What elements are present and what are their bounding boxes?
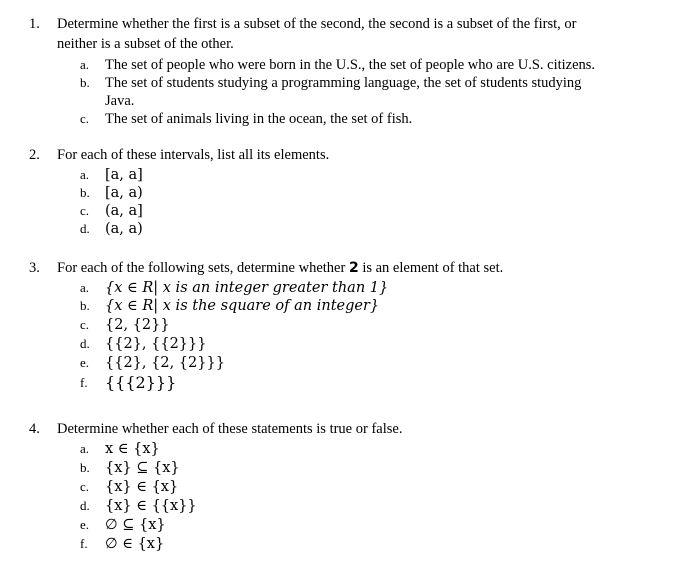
sub-item-label: b.: [80, 185, 90, 200]
math-expression: {x ∈ R| x is an integer greater than 1}: [105, 280, 389, 296]
sub-item-label: a.: [80, 280, 90, 295]
math-expression: {x} ∈ {x}: [105, 479, 179, 495]
sub-item-text: The set of students studying a programming language, the set of students studying: [105, 75, 582, 91]
question-number: 2.: [29, 147, 40, 163]
math-expression: {{{2}}}: [105, 373, 177, 392]
sub-item-label: b.: [80, 460, 90, 475]
sub-item-label: c.: [80, 203, 90, 218]
sub-item-label: b.: [80, 75, 90, 90]
sub-item-label: e.: [80, 355, 90, 370]
math-expression: {x} ⊆ {x}: [105, 460, 180, 476]
sub-item-label: e.: [80, 517, 90, 532]
sub-item-label: c.: [80, 479, 90, 494]
question-text-line2: neither is a subset of the other.: [57, 36, 234, 52]
sub-item-label: d.: [80, 336, 90, 351]
math-expression: [a, a]: [105, 167, 143, 183]
sub-item-text-cont: Java.: [105, 93, 135, 109]
sub-item-label: f.: [80, 375, 88, 390]
math-expression: {2, {2}}: [105, 317, 170, 333]
math-expression: {x} ∈ {{x}}: [105, 498, 197, 514]
math-expression: (a, a): [105, 221, 143, 237]
sub-item-label: c.: [80, 317, 90, 332]
math-expression: ∅ ⊆ {x}: [105, 517, 166, 533]
element-value: 2: [348, 260, 359, 276]
question-text-line1: Determine whether the first is a subset of the second, the second is a subset of the first, or: [57, 16, 577, 32]
sub-item-label: d.: [80, 221, 90, 236]
sub-item-label: d.: [80, 498, 90, 513]
math-expression: x ∈ {x}: [105, 441, 160, 457]
question-number: 3.: [29, 260, 40, 276]
question-text: Determine whether each of these statements is true or false.: [57, 421, 403, 437]
question-text-before: For each of the following sets, determine whether: [57, 260, 346, 276]
question-text-after: is an element of that set.: [362, 260, 504, 276]
math-expression: ∅ ∈ {x}: [105, 536, 165, 552]
sub-item-label: a.: [80, 57, 90, 72]
question-text: For each of these intervals, list all its elements.: [57, 147, 330, 163]
sub-item-text: The set of animals living in the ocean, the set of fish.: [105, 111, 413, 127]
sub-item-label: c.: [80, 111, 90, 126]
question-text: [57, 259, 657, 277]
question-number: 4.: [29, 421, 40, 437]
math-expression: {{2}, {2, {2}}}: [105, 355, 225, 371]
sub-item-label: a.: [80, 441, 90, 456]
sub-item-label: a.: [80, 167, 90, 182]
math-expression: [a, a): [105, 185, 143, 201]
math-expression: {{2}, {{2}}}: [105, 336, 207, 352]
math-expression: {x ∈ R| x is the square of an integer}: [105, 298, 380, 314]
sub-item-text: The set of people who were born in the U.S., the set of people who are U.S. citizens.: [105, 57, 596, 73]
sub-item-label: f.: [80, 536, 88, 551]
math-expression: (a, a]: [105, 203, 143, 219]
sub-item-label: b.: [80, 298, 90, 313]
question-number: 1.: [29, 16, 40, 32]
